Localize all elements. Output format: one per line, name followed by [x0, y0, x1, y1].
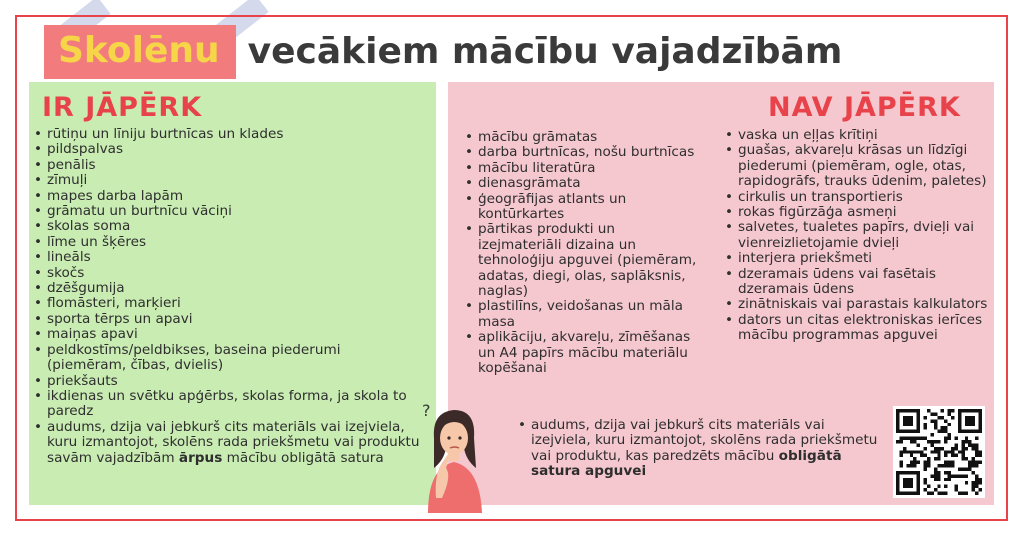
title-highlight: Skolēnu — [44, 25, 236, 79]
list-item: • mācību literatūra — [462, 161, 700, 176]
list-item: • plastilīns, veidošanas un māla masa — [462, 299, 700, 330]
list-item: • rūtiņu un līniju burtnīcas un klades — [31, 127, 421, 142]
thinking-girl-icon — [412, 398, 492, 513]
no-need-heading: NAV JĀPĒRK — [768, 92, 961, 123]
list-item: • ikdienas un svētku apģērbs, skolas forma, ja skola to paredz — [31, 389, 421, 420]
list-item: • dzēšgumija — [31, 281, 421, 296]
list-item: • grāmatu un burtnīcu vāciņi — [31, 204, 421, 219]
list-item: • skočs — [31, 266, 421, 281]
list-item: • salvetes, tualetes papīrs, dvieļi vai vienreizlietojamie dvieļi — [722, 220, 990, 251]
must-buy-list — [31, 127, 421, 466]
list-item: • guašas, akvareļu krāsas un līdzīgi piederumi (piemēram, ogle, otas, rapidogrāfs, trauks ūdenim, paletes) — [722, 143, 990, 189]
list-item: • ģeogrāfijas atlants un kontūrkartes — [462, 192, 700, 223]
question-mark: ? — [422, 401, 431, 420]
list-item: • darba burtnīcas, nošu burtnīcas — [462, 145, 700, 160]
list-item: • penālis — [31, 158, 421, 173]
list-item: • flomāsteri, marķieri — [31, 296, 421, 311]
list-item: • audums, dzija vai jebkurš cits materiāls vai izejviela, kuru izmantojot, skolēns rada priekšmetu vai produktu savām vajadzībām ārpus mācību obligātā satura — [31, 420, 421, 466]
list-item: • peldkostīms/peldbikses, baseina piederumi (piemēram, čības, dvielis) — [31, 343, 421, 374]
list-item: • pārtikas produkti un izejmateriāli dizaina un tehnoloģiju apguvei (piemēram, adatas, diegi, olas, saplāksnis, naglas) — [462, 222, 700, 299]
qr-code-icon[interactable] — [893, 406, 985, 498]
list-item: • dators un citas elektroniskas ierīces mācību programmas apguvei — [722, 313, 990, 344]
list-item: • priekšauts — [31, 374, 421, 389]
list-item: • skolas soma — [31, 219, 421, 234]
must-buy-heading: IR JĀPĒRK — [42, 92, 203, 123]
list-item: • interjera priekšmeti — [722, 251, 990, 266]
list-item: • sporta tērps un apavi — [31, 312, 421, 327]
list-item: • zīmuļi — [31, 173, 421, 188]
list-item: • aplikāciju, akvareļu, zīmēšanas un A4 papīrs mācību materiālu kopēšanai — [462, 330, 700, 376]
list-item: • audums, dzija vai jebkurš cits materiāls vai izejviela, kuru izmantojot, skolēns rada priekšmetu vai produktu, kas paredzēts mācību obligātā satura apguvei — [515, 418, 885, 480]
list-item: • dienasgrāmata — [462, 176, 700, 191]
list-item: • zinātniskais vai parastais kalkulators — [722, 297, 990, 312]
list-item: • mapes darba lapām — [31, 189, 421, 204]
list-item: • maiņas apavi — [31, 327, 421, 342]
title-rest: vecākiem mācību vajadzībām — [247, 31, 843, 72]
list-item: • mācību grāmatas — [462, 130, 700, 145]
no-need-list-col2 — [722, 128, 990, 344]
list-item: • cirkulis un transportieris — [722, 190, 990, 205]
list-item: • vaska un eļļas krītiņi — [722, 128, 990, 143]
no-need-list-col1 — [462, 130, 700, 377]
list-item: • pildspalvas — [31, 142, 421, 157]
list-item: • rokas figūrzāģa asmeņi — [722, 205, 990, 220]
list-item: • līme un šķēres — [31, 235, 421, 250]
no-need-bottom-list — [515, 418, 885, 480]
list-item: • dzeramais ūdens vai fasētais dzeramais ūdens — [722, 267, 990, 298]
page-title — [44, 22, 842, 82]
list-item: • lineāls — [31, 250, 421, 265]
